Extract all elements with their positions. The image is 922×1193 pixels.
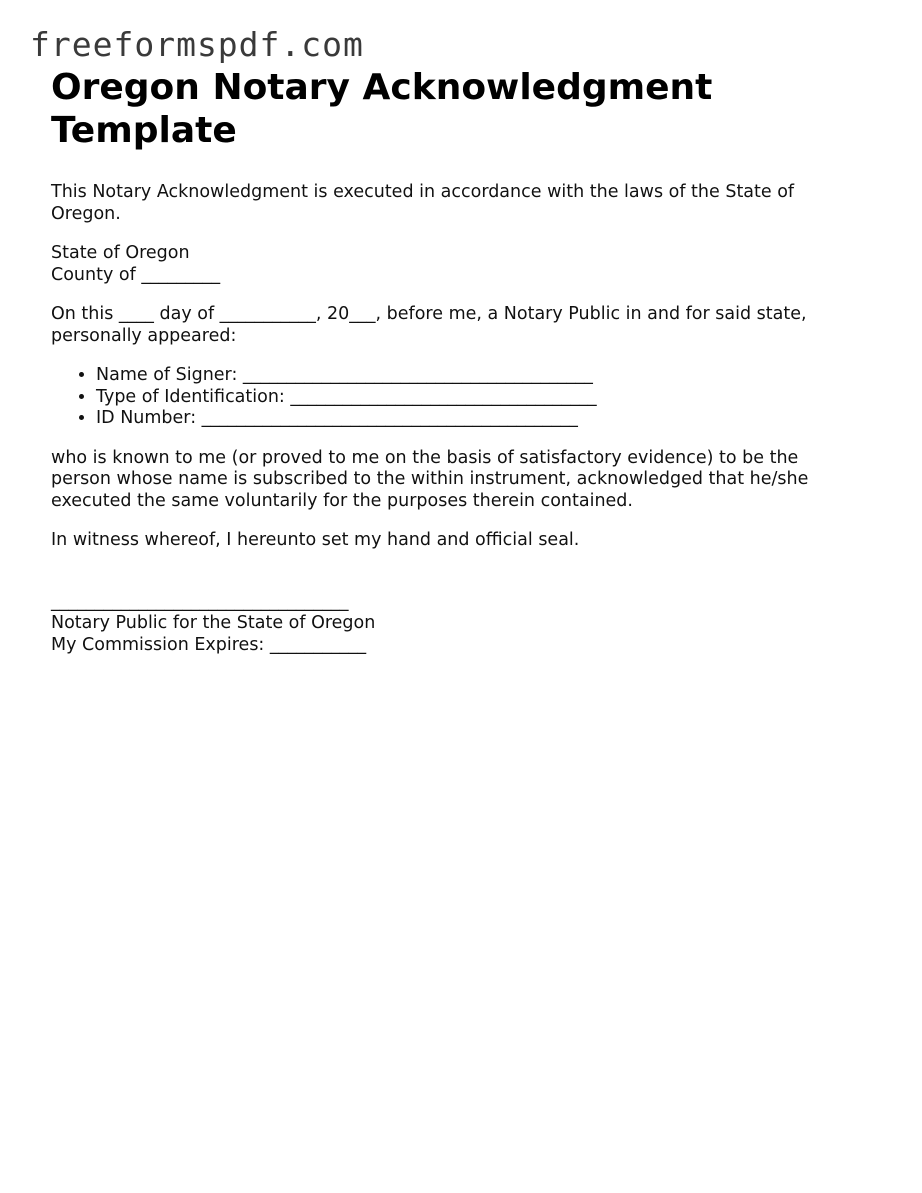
signer-fields-list <box>51 365 851 430</box>
field-id-number: • ID Number: ___________________________________________ <box>96 408 851 430</box>
venue-block <box>51 243 851 286</box>
document-body <box>51 66 851 674</box>
statement-paragraph: who is known to me (or proved to me on the basis of satisfactory evidence) to be the person whose name is subscribed to the within instrument, acknowledged that he/she executed the same voluntarily for the purposes therein contained. <box>51 447 809 511</box>
signature-line: __________________________________ <box>51 591 349 612</box>
witness-paragraph: In witness whereof, I hereunto set my hand and official seal. <box>51 530 580 550</box>
venue-state: State of Oregon <box>51 243 190 263</box>
field-name-of-signer: • Name of Signer: ________________________________________ <box>96 365 851 387</box>
appearance-paragraph: On this ____ day of ___________, 20___, before me, a Notary Public in and for said state, personally appeared: <box>51 304 807 346</box>
signature-label: Notary Public for the State of Oregon <box>51 613 376 633</box>
document-title <box>51 66 851 152</box>
intro-paragraph: This Notary Acknowledgment is executed in accordance with the laws of the State of Oregon. <box>51 182 795 224</box>
watermark: freeformspdf.com <box>30 25 364 64</box>
title-line-1: Oregon Notary Acknowledgment <box>51 67 713 108</box>
title-line-2: Template <box>51 110 237 151</box>
commission-expires: My Commission Expires: ___________ <box>51 634 367 655</box>
field-type-of-identification: • Type of Identification: ___________________________________ <box>96 387 851 409</box>
signature-block <box>51 592 851 657</box>
venue-county: County of _________ <box>51 264 221 285</box>
